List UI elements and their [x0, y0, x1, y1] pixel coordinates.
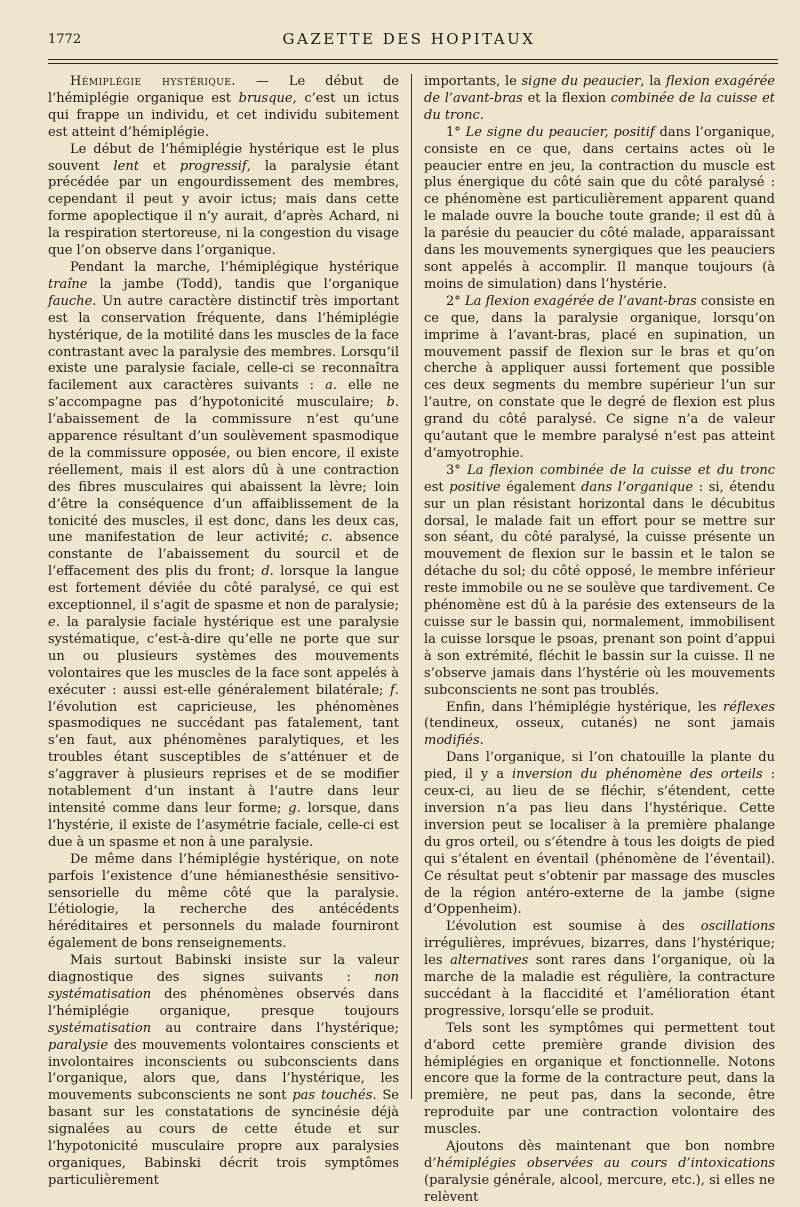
emphasis-text: f: [390, 682, 395, 698]
paragraph: [424, 463, 775, 700]
body-text: (tendineux, osseux, cutanés) ne sont jamais: [424, 716, 775, 732]
paragraph: [48, 74, 399, 142]
emphasis-text: inversion du phénomène des orteils: [511, 767, 763, 783]
body-text: . la paralysie faciale hystérique est une paralysie systématique, c’est-à-dire qu’elle ne porte que sur un ou plusieurs systèmes des mouvements volontaires que les muscles de la face sont appelés à exécuter : aussi est-elle généralement bilatérale;: [48, 615, 399, 698]
section-heading: Hémiplégie hystérique.: [70, 74, 237, 89]
body-text: .: [479, 107, 484, 123]
emphasis-text: paralysie: [48, 1037, 109, 1053]
body-text: Dans l’organique, si l’on chatouille la plante du pied, il y a: [424, 750, 775, 783]
page-number: 1772: [48, 32, 82, 47]
body-text: : ceux-ci, au lieu de se fléchir, s’étendent, cette inversion n’a pas lieu dans l’hystérique. Cette inversion peut se localiser à la première phalange du gros orteil, ou s’étendre à tous les doigts de pied qui s’étalent en éventail (phénomène de l’éventail). Ce résultat peut s’obtenir par massage des muscles de la région antéro-externe de la jambe (signe d’Oppenheim).: [424, 767, 775, 918]
body-text: , la paralysie étant précédée par un engourdissement des membres, cependant il peut y avoir ictus; mais dans cette forme apoplectique il n’y aurait, d’après Achard, ni la respiration stertoreuse, ni la congestion du visage que l’on observe dans l’organique.: [48, 158, 400, 259]
paragraph: [48, 953, 399, 1190]
body-text: également: [500, 479, 582, 495]
emphasis-text: dans l’organique: [581, 479, 694, 495]
body-text: — Le début de l’hémiplégie organique est: [48, 74, 399, 106]
emphasis-text: fauche: [48, 293, 93, 309]
body-text: . absence constante de l’abaissement du sourcil et de l’effacement des plis du front;: [48, 530, 399, 580]
emphasis-text: flexion exagérée de l’avant-bras: [424, 74, 776, 106]
emphasis-text: d: [261, 564, 270, 580]
body-text: la jambe (Todd), tandis que l’organique: [87, 276, 399, 292]
journal-title: GAZETTE DES HOPITAUX: [282, 30, 536, 48]
header-rule-thick: [48, 59, 778, 60]
body-text: . l’abaissement de la commissure n’est qu’une apparence résultant d’un soulèvement spasmodique de la commissure opposée, ou bien encore, il existe réellement, mais il est alors dû à une contraction des fibres musculaires qui abaissent la lèvre; loin d’être la conséquence d’un affaiblissement de la tonicité des muscles, il est donc, dans les deux cas, une manifestation de leur activité;: [48, 395, 399, 546]
emphasis-text: g: [288, 800, 297, 816]
running-head: [48, 30, 770, 52]
column-divider: [411, 74, 412, 1099]
emphasis-text: systématisation: [48, 1020, 152, 1036]
body-text: . Un autre caractère distinctif très important est la conservation fréquente, dans l’hémiplégie hystérique, de la motilité dans les muscles de la face contrastant avec la paralysie des membres. Lorsqu’il existe une paralysie faciale, celle-ci se reconnaîtra facilement aux caractères suivants :: [48, 293, 399, 394]
emphasis-text: réflexes: [723, 699, 775, 715]
body-text: 2°: [446, 293, 465, 309]
body-text: . l’évolution est capricieuse, les phénomènes spasmodiques ne succédant pas fatalement, tant s’en faut, aux phénomènes paralytiques, et les troubles étant susceptibles de s’atténuer et de s’aggraver à plusieurs reprises et de se modifier notablement d’un instant à l’autre dans leur intensité comme dans leur forme;: [48, 682, 399, 816]
emphasis-text: non systématisation: [48, 970, 399, 1002]
emphasis-text: oscillations: [700, 919, 775, 935]
paragraph: [424, 700, 775, 751]
paragraph: [424, 1139, 775, 1207]
body-text: Le début de l’hémiplégie hystérique est le plus souvent: [48, 141, 399, 174]
emphasis-text: signe du peaucier: [521, 74, 641, 89]
paragraph: [424, 294, 775, 463]
body-text: . lorsque, dans l’hystérie, il existe de l’asymétrie faciale, celle-ci est due à un spasme et non à une paralysie.: [48, 800, 400, 850]
body-text: De même dans l’hémiplégie hystérique, on note parfois l’existence d’une hémianesthésie sensitivo-sensorielle du même côté que la paralysie. L’étiologie, la recherche des antécédents héréditaires et personnels du malade fourniront également de bons renseignements.: [48, 851, 399, 952]
emphasis-text: modifiés: [424, 733, 480, 749]
emphasis-text: c: [321, 530, 329, 546]
paragraph: [48, 260, 399, 852]
emphasis-text: combinée de la cuisse et du tronc: [424, 90, 776, 123]
body-text: consiste en ce que, dans la paralysie organique, lorsqu’on imprime à l’avant-bras, placé en supination, un mouvement passif de flexion sur le bras et qu’on cherche à appliquer aussi fortement que possible ces deux segments du membre supérieur l’un sur l’autre, on constate que le degré de flexion est plus grand du côté paralysé. Ce signe n’a de valeur qu’autant que le membre paralysé n’est pas atteint d’amyotrophie.: [424, 293, 775, 461]
paragraph: [424, 1021, 775, 1139]
body-text: Ajoutons dès maintenant que bon nombre d’: [424, 1139, 775, 1171]
emphasis-text: e: [48, 615, 56, 630]
emphasis-text: progressif: [179, 158, 247, 174]
body-text: est: [424, 479, 450, 495]
body-text: et la flexion: [522, 90, 611, 106]
right-column: [424, 74, 776, 1205]
emphasis-text: brusque: [238, 90, 293, 106]
paragraph: [48, 852, 399, 953]
body-text: Pendant la marche, l’hémiplégique hystérique: [70, 259, 399, 275]
paragraph: [424, 919, 775, 1020]
body-text: au contraire dans l’hystérique;: [151, 1020, 399, 1036]
body-text: Enfin, dans l’hémiplégie hystérique, les: [446, 699, 724, 715]
body-text: . elle ne s’accompagne pas d’hypotonicité musculaire;: [48, 378, 399, 411]
body-text: 3°: [446, 462, 468, 478]
body-text: Tels sont les symptômes qui permettent tout d’abord cette première grande division des hémiplégies en organique et fonctionnelle. Notons encore que la forme de la contracture peut, dans la première, ne peut pas, dans la seconde, être reproduite par une contraction volontaire des muscles.: [424, 1020, 775, 1138]
body-text: . Se basant sur les constatations de syncinésie déjà signalées au cours de cette étude et sur l’hypotonicité musculaire propre aux paralysies organiques, Babinski décrit trois symptômes particulièrement: [48, 1088, 399, 1188]
emphasis-text: La flexion exagérée de l’avant-bras: [464, 293, 697, 309]
emphasis-text: La flexion combinée de la cuisse et du tronc: [467, 462, 776, 478]
body-text: , la: [640, 74, 666, 89]
left-column: [48, 74, 400, 1188]
emphasis-text: lent: [113, 158, 139, 174]
body-text: : si, étendu sur un plan résistant horizontal dans le décubitus dorsal, le malade fait un effort pour se mettre sur son séant, du côté paralysé, la cuisse présente un mouvement de flexion sur le bassin et le talon se détache du sol; du côté opposé, le membre inférieur reste immobile ou ne se soulève que tardivement. Ce phénomène est dû à la parésie des extenseurs de la cuisse sur le bassin qui, normalement, immobilisent la cuisse lorsque le psoas, prenant son point d’appui à son extrémité, fléchit le bassin sur la cuisse. Il ne s’observe jamais dans l’hystérie où les mouvements subconscients ne sont pas troublés.: [424, 479, 775, 698]
body-text: des phénomènes observés dans l’hémiplégie organique, presque toujours: [48, 986, 399, 1019]
emphasis-text: pas touchés: [292, 1088, 373, 1104]
body-text: dans l’organique, consiste en ce que, dans certains actes où le peaucier entre en jeu, la contraction du muscle est plus énergique du côté sain que du côté paralysé : ce phénomène est particulièrement apparent quand le malade ouvre la bouche toute grande; il est dû à la parésie du peaucier du côté malade, apparaissant dans les mouvements synergiques que les peauciers sont appelés à accomplir. Il manque toujours (à moins de simulation) dans l’hystérie.: [424, 124, 775, 292]
body-text: importants, le: [424, 74, 522, 89]
body-text: . lorsque la langue est fortement déviée du côté paralysé, ce qui est exceptionnel, il s’agit de spasme et non de paralysie;: [48, 564, 399, 614]
emphasis-text: b: [386, 395, 395, 411]
paragraph: [48, 142, 399, 260]
body-text: , c’est un ictus qui frappe un individu, et cet individu subitement est atteint d’hémiplégie.: [48, 90, 399, 140]
body-text: 1°: [446, 124, 466, 140]
body-text: (paralysie générale, alcool, mercure, etc.), si elles ne relèvent: [424, 1172, 775, 1205]
emphasis-text: Le signe du peaucier, positif: [465, 124, 655, 140]
body-text: irrégulières, imprévues, bizarres, dans l’hystérique; les: [424, 936, 775, 969]
header-rule-thin: [48, 63, 778, 64]
emphasis-text: alternatives: [450, 953, 529, 969]
body-text: L’évolution est soumise à des: [446, 919, 701, 935]
paragraph: [424, 125, 775, 294]
emphasis-text: hémiplégies observées au cours d’intoxications: [436, 1156, 775, 1171]
paragraph: [424, 74, 775, 125]
emphasis-text: traîne: [48, 276, 88, 292]
body-text: et: [138, 158, 180, 174]
body-text: des mouvements volontaires conscients et involontaires inconscients ou subconscients dans l’organique, alors que, dans l’hystérique, les mouvements subconscients ne sont: [48, 1037, 399, 1104]
emphasis-text: positive: [449, 479, 501, 495]
body-text: Mais surtout Babinski insiste sur la valeur diagnostique des signes suivants :: [48, 953, 399, 986]
emphasis-text: a: [325, 378, 333, 394]
paragraph: [424, 750, 775, 919]
body-text: sont rares dans l’organique, où la marche de la maladie est régulière, la contracture succédant à la flaccidité et l’amélioration étant progressive, lorsqu’elle se produit.: [424, 953, 775, 1019]
body-text: .: [479, 733, 484, 749]
